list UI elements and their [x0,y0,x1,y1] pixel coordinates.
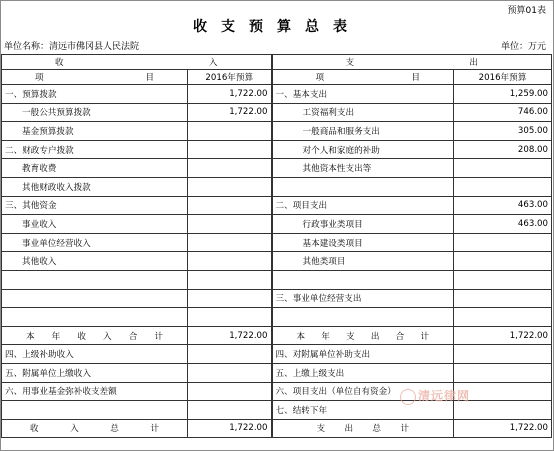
expense-value [454,363,552,382]
header-row-sections [2,55,552,70]
year-expense-total-value: 1,722.00 [454,326,552,345]
expense-item: 五、上缴上级支出 [272,363,454,382]
expense-item: 一般商品和服务支出 [272,122,454,141]
income-value [188,140,272,159]
expense-item: 对个人和家庭的补助 [272,140,454,159]
income-item [2,401,188,420]
income-item: 其他财政收入拨款 [2,177,188,196]
item-label-a: 项 [35,73,44,83]
income-item [2,270,188,289]
expense-value [454,252,552,271]
income-value [188,122,272,141]
income-value [188,363,272,382]
year-total-row [2,326,552,345]
income-item: 一、预算拨款 [2,85,188,104]
table-row [2,270,552,289]
income-value [188,289,272,308]
expense-item: 六、项目支出（单位自有资金） [272,382,454,401]
income-value [188,382,272,401]
table-row [2,345,552,364]
unit-name: 单位名称：清远市佛冈县人民法院 [4,42,140,52]
income-item: 一般公共预算拨款 [2,103,188,122]
income-value [188,270,272,289]
income-value [188,233,272,252]
income-value [188,345,272,364]
expense-item: 三、事业单位经营支出 [272,289,454,308]
income-budget-header: 2016年预算 [188,70,272,85]
expense-item: 其他资本性支出等 [272,159,454,178]
expense-value: 305.00 [454,122,552,141]
table-row [2,177,552,196]
grand-income-total-value: 1,722.00 [188,419,272,438]
watermark-text: 清远律网 [417,389,470,403]
income-item: 其他收入 [2,252,188,271]
expense-item: 二、项目支出 [272,196,454,215]
expense-value: 463.00 [454,215,552,234]
expense-value [454,177,552,196]
item-label-a: 项 [315,73,325,83]
table-row [2,159,552,178]
expense-value: 208.00 [454,140,552,159]
expense-item: 七、结转下年 [272,401,454,420]
item-label-b: 目 [145,73,154,83]
income-value [188,252,272,271]
budget-table [1,54,552,438]
expense-value: 746.00 [454,103,552,122]
income-value [188,159,272,178]
table-row [2,103,552,122]
income-item: 基金预算拨款 [2,122,188,141]
income-value [188,401,272,420]
year-expense-total-label [272,326,454,345]
expense-item: 一、基本支出 [272,85,454,104]
income-section-header [2,55,272,70]
page-title: 收支预算总表 [193,19,361,35]
expense-item [272,177,454,196]
grand-income-total-text: 收入总计 [30,424,159,435]
expense-item: 工资福利支出 [272,103,454,122]
income-item: 二、财政专户拨款 [2,140,188,159]
table-row [2,252,552,271]
income-value [188,196,272,215]
table-row [2,308,552,327]
year-expense-total-text: 本年支出合计 [296,331,429,342]
income-item [2,289,188,308]
year-income-total-label [2,326,188,345]
grand-income-total-label [2,419,188,438]
expense-item [272,308,454,327]
header-row-columns [2,70,552,85]
grand-expense-total-label [272,419,454,438]
income-item: 事业收入 [2,215,188,234]
income-item [2,308,188,327]
table-row [2,363,552,382]
expense-item: 基本建设类项目 [272,233,454,252]
expense-value [454,289,552,308]
year-income-total-value: 1,722.00 [188,326,272,345]
table-row [2,233,552,252]
expense-item: 其他类项目 [272,252,454,271]
expense-item: 四、对附属单位补助支出 [272,345,454,364]
expense-value [454,159,552,178]
income-value: 1,722.00 [188,103,272,122]
income-item: 三、其他资金 [2,196,188,215]
income-label-2: 入 [208,58,218,68]
watermark-logo-icon [400,389,416,405]
expense-section-header [272,55,552,70]
expense-item [272,270,454,289]
expense-value [454,270,552,289]
item-label-b: 目 [411,73,420,83]
income-value [188,177,272,196]
table-row [2,85,552,104]
income-value [188,308,272,327]
grand-expense-total-text: 支出总计 [316,424,409,435]
income-item: 教育收费 [2,159,188,178]
expense-value [454,233,552,252]
income-value [188,215,272,234]
expense-budget-header: 2016年预算 [454,70,552,85]
table-row [2,122,552,141]
expense-label-2: 出 [469,58,478,68]
grand-expense-total-value: 1,722.00 [454,419,552,438]
income-item: 事业单位经营收入 [2,233,188,252]
income-label: 收 [55,58,64,68]
expense-value: 1,259.00 [454,85,552,104]
income-item: 五、附属单位上缴收入 [2,363,188,382]
expense-item: 行政事业类项目 [272,215,454,234]
expense-label: 支 [345,58,355,68]
expense-value [454,308,552,327]
income-item: 四、上级补助收入 [2,345,188,364]
form-number: 预算01表 [507,6,546,16]
expense-item-header [272,70,454,85]
income-item-header [2,70,188,85]
table-row [2,140,552,159]
expense-value: 463.00 [454,196,552,215]
table-row [2,215,552,234]
table-row [2,196,552,215]
grand-total-row [2,419,552,438]
income-item: 六、用事业基金弥补收支差额 [2,382,188,401]
expense-value [454,345,552,364]
year-income-total-text: 本年收入合计 [26,331,163,342]
income-value: 1,722.00 [188,85,272,104]
watermark [400,387,470,405]
table-row [2,289,552,308]
unit-of-measure: 单位：万元 [500,42,546,52]
